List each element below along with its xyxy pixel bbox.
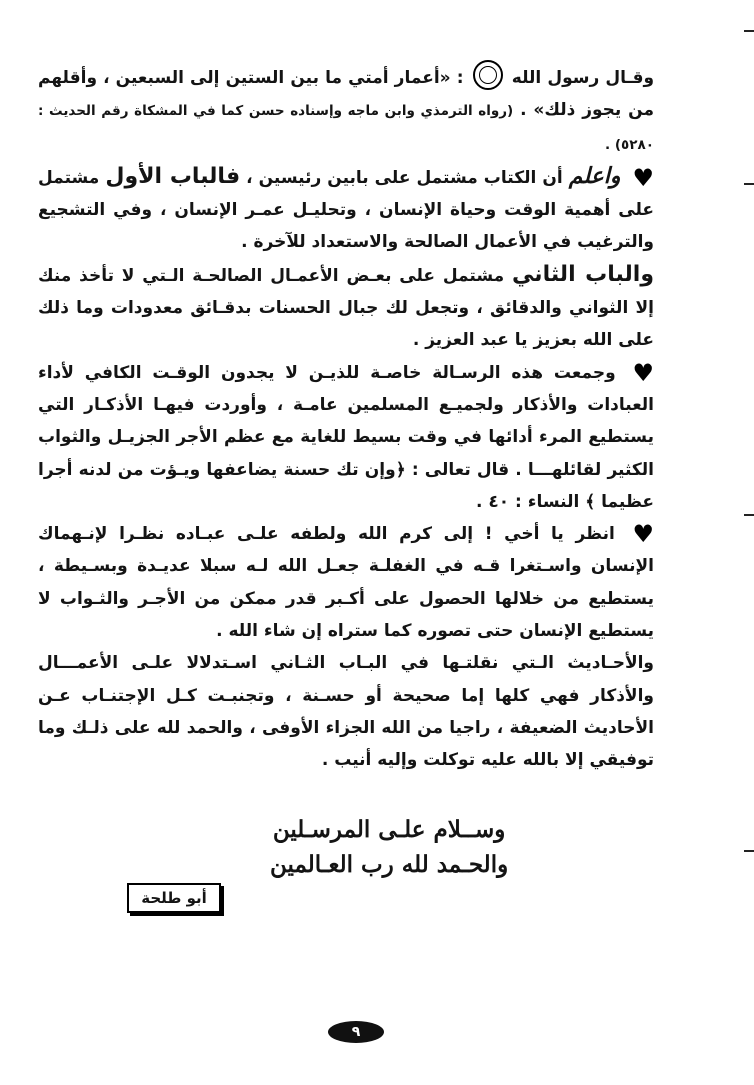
paragraph-generosity — [38, 518, 654, 647]
structure-text-b: مشتمل على أهمية الوقت وحياة الإنسان ، وتحليـل عمـر الإنسان ، وفي التشجيع والترغيب في الأعمال الصالحة والاستعداد للآخرة . — [38, 167, 654, 253]
hadith-intro: وقـال رسول الله — [511, 68, 655, 88]
paragraph-hadith-sources — [38, 647, 654, 776]
structure-text-a: أن الكتاب مشتمل على بابين رئيسين ، — [246, 167, 563, 188]
closing-line-2: والحـمد لله رب العـالمين — [270, 851, 509, 878]
heart-icon: ♥ — [632, 163, 655, 192]
chapter-two-heading: والباب الثاني — [512, 261, 655, 287]
paragraph-purpose — [38, 357, 654, 518]
sources-text: والأحـاديث الـتي نقلتـها في البـاب الثـاني اسـتدلالا علـى الأعمـــال والأذكار فهي كلها إما صحيحة أو حسـنة ، وتجنبـت كـل الإجتنـاب عـن الأحاديث الضعيفة ، راجيا من الله الجزاء الأوفى ، والحمد لله على ذلـك وما توفيقي إلا بالله عليه توكلت وإليه أنيب . — [38, 653, 654, 771]
chapter-two-text: مشتمل على بعـض الأعمـال الصالحـة الـتي لا تأخذ منك إلا الثواني والدقائق ، وتجعل لك جبال الحسنات بدقـائق معدودات وما ذلك على الله بعزيز يا عبد العزيز . — [38, 265, 654, 351]
chapter-one-heading: فالباب الأول — [105, 163, 241, 189]
heart-icon: ♥ — [632, 520, 654, 549]
heart-icon: ♥ — [632, 358, 654, 387]
page-body — [38, 62, 654, 777]
paragraph-chapter-two — [38, 259, 654, 357]
author-signature: أبو طلحة — [127, 883, 221, 913]
edge-mark — [744, 30, 754, 32]
purpose-text: وجمعت هذه الرسـالة خاصـة للذيـن لا يجدون الوقـت الكافي لأداء العبادات والأذكار ولجميـع المسلمين عامـة ، وأوردت فيهـا الأذكـار التي يستطيع المرء أدائها في وقت بسيط للغاية مع عظم الأجر الجزيـل والثواب الكثير لقائلهـــا . قال تعالى : ﴿وإن تك حسنة يضاعفها ويـؤت من لدنه أجرا عظيما ﴾ النساء : ٤٠ . — [38, 362, 654, 512]
edge-mark — [744, 183, 754, 185]
lead-word: واعلم — [568, 163, 621, 189]
generosity-text: انظر يا أخي ! إلى كرم الله ولطفه علـى عبـاده نظـرا لإنـهماك الإنسان واسـتغرا قـه في الغفلـة جعـل الله لـه سبلا عديـدة وبسـيطة ، يستطيع من خلالها الحصول على أكـبر قدر ممكن من الأجـر والثـواب لا يستطيع الإنسان حتى تصوره كما ستراه إن شاء الله . — [38, 524, 654, 642]
salawat-seal-icon — [473, 60, 503, 90]
hadith-text: : «أعمار أمتي ما بين الستين إلى السبعين ، وأقلهم من يجوز ذلك» . — [38, 68, 654, 121]
page-number: ٩ — [328, 1021, 384, 1043]
paragraph-book-structure — [38, 161, 654, 259]
edge-mark — [744, 850, 754, 852]
hadith-citation: (رواه الترمذي وابن ماجه وإسناده حسن كما في المشكاة رقم الحديث : ٥٢٨٠) . — [38, 103, 654, 153]
paragraph-hadith — [38, 62, 654, 161]
edge-mark — [744, 514, 754, 516]
closing-lines — [270, 812, 508, 882]
closing-line-1: وســلام علـى المرسـلين — [272, 816, 506, 843]
